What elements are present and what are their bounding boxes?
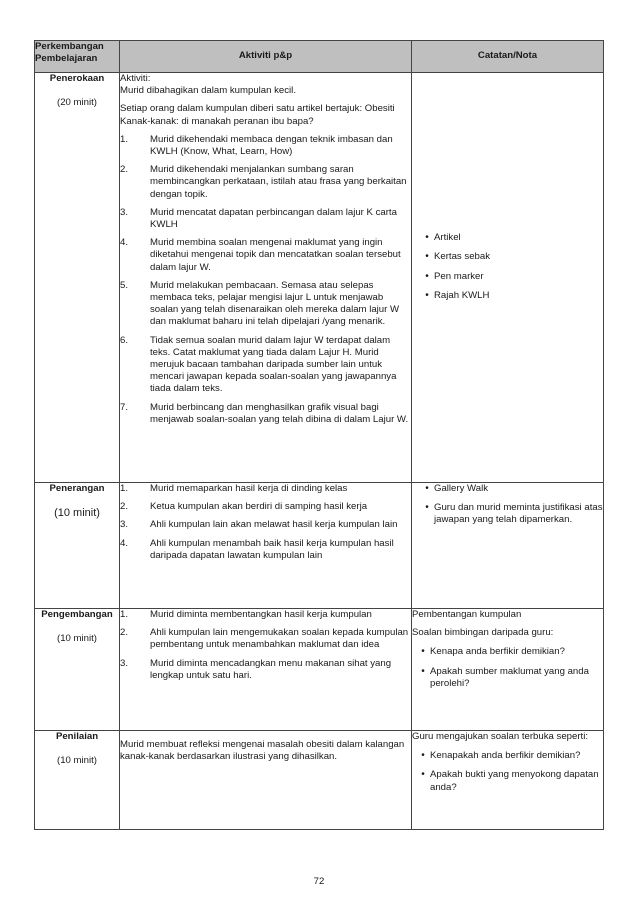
- notes-cell: [412, 73, 604, 483]
- bullet-text: Kenapa anda berfikir demikian?: [430, 646, 565, 658]
- bullet-icon: •: [421, 665, 425, 677]
- bullet-icon: •: [425, 251, 429, 263]
- list-item: [120, 519, 411, 531]
- step-number: 4.: [120, 537, 129, 549]
- list-item: [420, 483, 603, 495]
- step-text: Murid berbincang dan menghasilkan grafik visual bagi menjawab soalan-soalan yang telah dibina di dalam Lajur W.: [150, 401, 409, 425]
- header-row: [35, 41, 604, 73]
- step-number: 1.: [120, 483, 129, 494]
- stage-name: Penerangan: [49, 483, 105, 494]
- step-text: Murid diminta mencadangkan menu makanan sihat yang lengkap untuk satu hari.: [150, 657, 392, 681]
- activity-cell: [120, 609, 412, 731]
- list-item: [420, 290, 603, 302]
- step-number: 3.: [120, 206, 129, 218]
- stage-time: (10 minit): [57, 633, 97, 645]
- bullet-text: Apakah bukti yang menyokong dapatan anda?: [430, 769, 599, 793]
- bullet-text: Rajah KWLH: [434, 289, 490, 301]
- step-number: 2.: [120, 164, 129, 176]
- header-activity: Aktiviti p&p: [120, 41, 412, 73]
- bullet-text: Apakah sumber maklumat yang anda perolehi?: [430, 665, 589, 689]
- step-number: 7.: [120, 401, 129, 413]
- list-item: [120, 207, 411, 231]
- step-number: 5.: [120, 279, 129, 291]
- stage-cell: [35, 731, 120, 830]
- step-number: 2.: [120, 501, 129, 513]
- notes-cell: [412, 483, 604, 609]
- step-text: Murid diminta membentangkan hasil kerja kumpulan: [150, 609, 372, 620]
- bullet-icon: •: [425, 289, 429, 301]
- bullet-text: Gallery Walk: [434, 483, 489, 494]
- step-text: Ahli kumpulan lain akan melawat hasil kerja kumpulan lain: [150, 519, 398, 531]
- bullet-text: Artikel: [434, 232, 461, 244]
- stage-time: (10 minit): [57, 755, 97, 767]
- list-item: [420, 251, 603, 263]
- bullet-text: Kenapakah anda berfikir demikian?: [430, 750, 581, 762]
- page-number: 72: [313, 876, 325, 887]
- bullet-icon: •: [421, 646, 425, 658]
- step-text: Murid mencatat dapatan perbincangan dalam lajur K carta KWLH: [150, 206, 397, 231]
- table-row: [35, 73, 604, 483]
- bullet-text: Guru dan murid meminta justifikasi atas jawapan yang telah dipamerkan.: [434, 502, 603, 526]
- lesson-plan-table: [34, 40, 604, 830]
- bullet-icon: •: [421, 769, 425, 781]
- list-item: [120, 402, 411, 426]
- table-row: [35, 483, 604, 609]
- step-number: 1.: [120, 609, 129, 620]
- list-item: [420, 232, 603, 244]
- list-item: [120, 237, 411, 274]
- stage-cell: [35, 483, 120, 609]
- stage-name: Penilaian: [55, 731, 99, 742]
- activity-cell: [120, 73, 412, 483]
- bullet-text: Pen marker: [434, 270, 484, 282]
- table-row: [35, 731, 604, 830]
- notes-cell: [412, 731, 604, 830]
- bullet-icon: •: [425, 270, 429, 282]
- list-item: [120, 483, 411, 495]
- list-item: [120, 627, 411, 651]
- note-line: Pembentangan kumpulan: [412, 609, 522, 620]
- stage-time: (10 minit): [54, 507, 100, 520]
- note-line: Soalan bimbingan daripada guru:: [412, 627, 554, 639]
- step-text: Ahli kumpulan menambah baik hasil kerja kumpulan hasil daripada dapatan lawatan kumpulan lain: [150, 537, 394, 561]
- bullet-icon: •: [425, 232, 429, 244]
- stage-cell: [35, 609, 120, 731]
- step-number: 4.: [120, 237, 129, 249]
- list-item: [120, 501, 411, 513]
- activity-intro: Setiap orang dalam kumpulan diberi satu artikel bertajuk: Obesiti Kanak-kanak: di manakah peranan ibu bapa?: [120, 103, 395, 127]
- list-item: [416, 646, 603, 658]
- stage-time: (20 minit): [57, 97, 97, 109]
- list-item: [120, 280, 411, 329]
- step-text: Murid dikehendaki membaca dengan teknik imbasan dan KWLH (Know, What, Learn, How): [150, 133, 393, 158]
- step-text: Murid dikehendaki menjalankan sumbang saran membincangkan perkataan, istilah atau frasa yang berkaitan dengan topik.: [150, 164, 407, 200]
- step-text: Murid melakukan pembacaan. Semasa atau selepas membaca teks, pelajar mengisi lajur L untuk menjawab soalan yang telah disenaraikan oleh mereka dalam lajur W dan maklumat baharu ini telah dipelajari /yang menarik.: [150, 279, 400, 328]
- steps-list: [120, 609, 411, 682]
- list-item: [416, 666, 603, 690]
- header-stage: Perkembangan Pembelajaran: [35, 41, 120, 73]
- step-number: 2.: [120, 627, 129, 639]
- bullet-icon: •: [421, 750, 425, 762]
- step-number: 6.: [120, 334, 129, 346]
- materials-list: [420, 232, 603, 302]
- steps-list: [120, 134, 411, 426]
- list-item: [120, 335, 411, 396]
- list-item: [120, 609, 411, 621]
- stage-name: Penerokaan: [49, 73, 105, 84]
- questions-list: [412, 646, 603, 690]
- note-line: Guru mengajukan soalan terbuka seperti:: [412, 731, 588, 742]
- step-text: Murid membina soalan mengenai maklumat yang ingin diketahui mengenai topik dan mencatatkan soalan tersebut dalam lajur W.: [150, 237, 401, 273]
- list-item: [420, 502, 603, 526]
- activity-cell: [120, 731, 412, 830]
- steps-list: [120, 483, 411, 562]
- step-text: Tidak semua soalan murid dalam lajur W terdapat dalam teks. Catat maklumat yang tiada dalam Lajur H. Murid merujuk bacaan tambahan daripada sumber lain untuk mencari jawapan kepada soalan-soalan yang jawapannya tiada dalam teks.: [150, 334, 397, 395]
- bullet-icon: •: [425, 483, 429, 494]
- stage-name: Pengembangan: [41, 609, 113, 620]
- step-text: Murid memaparkan hasil kerja di dinding kelas: [150, 483, 348, 494]
- stage-cell: [35, 73, 120, 483]
- step-text: Ahli kumpulan lain mengemukakan soalan kepada kumpulan pembentang untuk menambahkan maklumat dan idea: [150, 627, 409, 651]
- step-number: 3.: [120, 657, 129, 669]
- step-text: Ketua kumpulan akan berdiri di samping hasil kerja: [150, 501, 368, 513]
- step-number: 3.: [120, 519, 129, 531]
- activity-cell: [120, 483, 412, 609]
- list-item: [420, 271, 603, 283]
- questions-list: [412, 750, 603, 794]
- notes-list: [420, 483, 603, 527]
- list-item: [120, 658, 411, 682]
- list-item: [416, 750, 603, 762]
- header-notes: Catatan/Nota: [412, 41, 604, 73]
- activity-text: Murid membuat refleksi mengenai masalah obesiti dalam kalangan kanak-kanak berdasarkan ilustrasi yang dihasilkan.: [120, 739, 405, 763]
- list-item: [416, 769, 603, 793]
- bullet-text: Kertas sebak: [434, 251, 490, 263]
- list-item: [120, 134, 411, 158]
- step-number: 1.: [120, 133, 129, 145]
- table-row: [35, 609, 604, 731]
- bullet-icon: •: [425, 502, 429, 514]
- list-item: [120, 164, 411, 201]
- list-item: [120, 538, 411, 562]
- notes-cell: [412, 609, 604, 731]
- activity-intro: Aktiviti: Murid dibahagikan dalam kumpulan kecil.: [120, 73, 296, 97]
